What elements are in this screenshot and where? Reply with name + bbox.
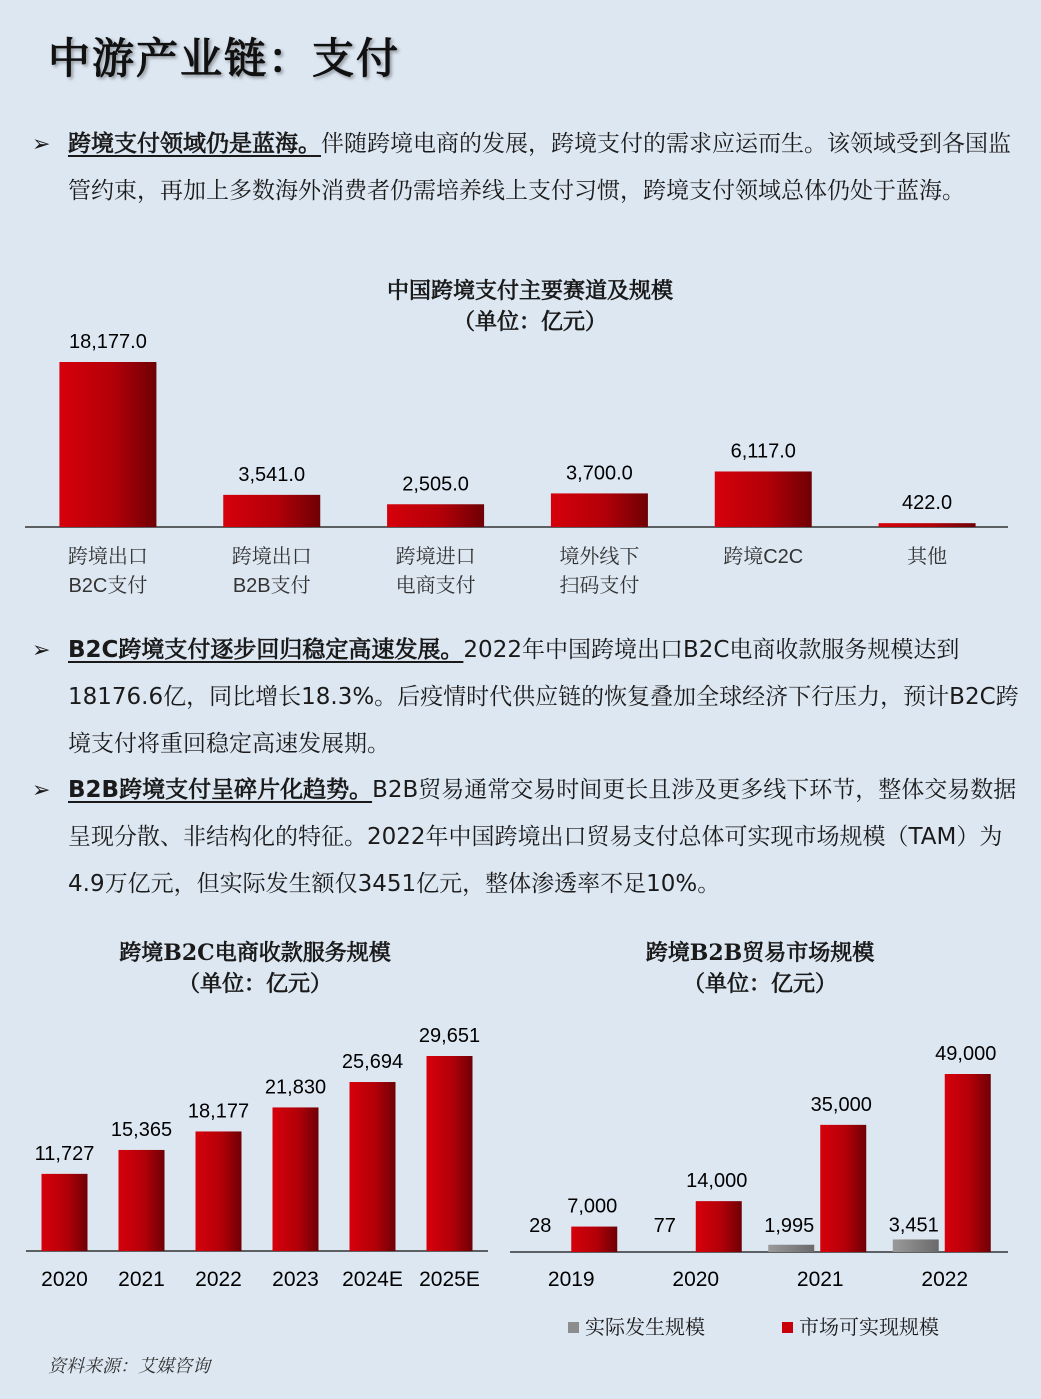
bullet-arrow-icon: ➢ (32, 778, 51, 803)
chart1-category-label: B2B支付 (232, 575, 311, 597)
chart2-bar (42, 1174, 88, 1251)
legend-item-tam (782, 1311, 939, 1340)
chart1-value-label: 2,505.0 (402, 473, 469, 496)
legend-swatch-gray (568, 1322, 579, 1333)
chart2-value-label: 29,651 (418, 1025, 481, 1047)
chart1-bar (551, 493, 648, 527)
legend-item-actual (568, 1311, 705, 1340)
chart3-value-label-actual: 28 (529, 1215, 552, 1237)
paragraph-2 (32, 627, 1022, 768)
chart3-bar-tam (945, 1074, 991, 1252)
chart3-title-block (545, 938, 975, 1000)
chart2-bar (427, 1056, 473, 1251)
paragraph-1-lead: 跨境支付领域仍是蓝海。 (68, 131, 321, 157)
chart1-category-label: 跨境出口 (231, 546, 312, 568)
chart3-subtitle: （单位：亿元） (682, 971, 837, 997)
chart1-title: 中国跨境支付主要赛道及规模 (386, 278, 673, 304)
chart3-value-label-tam: 7,000 (567, 1195, 618, 1218)
chart3-title: 跨境B2B贸易市场规模 (645, 940, 875, 966)
chart2-value-label: 15,365 (110, 1118, 173, 1141)
source-note: 资料来源：艾媒咨询 (48, 1356, 210, 1377)
chart1-value-label: 3,700.0 (566, 462, 633, 485)
chart3-value-label-tam: 35,000 (810, 1093, 872, 1116)
chart2-bar (350, 1082, 396, 1251)
chart3-bar-tam (696, 1201, 742, 1252)
chart3-category-label: 2020 (672, 1268, 720, 1291)
chart1-value-label: 3,541.0 (238, 463, 306, 486)
chart3-category-label: 2019 (547, 1268, 595, 1291)
paragraph-3-lead: B2B跨境支付呈碎片化趋势。 (68, 777, 373, 803)
chart1-value-label: 422.0 (902, 492, 953, 515)
chart1-category-label: 跨境C2C (723, 546, 804, 568)
chart3-bar-actual (768, 1245, 814, 1252)
chart3-value-label-actual: 77 (653, 1215, 676, 1237)
chart3-bar-tam (571, 1227, 617, 1252)
paragraph-1-text: 伴随跨境电商的发展，跨境支付的需求应运而生。该领域受到各国监管约束，再加上多数海外消费者仍需培养线上支付习惯，跨境支付领域总体仍处于蓝海。 (68, 131, 1011, 204)
chart3-category-label: 2022 (921, 1268, 969, 1291)
chart1-bar (59, 362, 156, 527)
chart2-title-block (40, 938, 470, 1000)
chart1-category-label: 其他 (907, 546, 948, 568)
chart3-bar-actual (893, 1239, 939, 1252)
chart2-category-label: 2024E (342, 1268, 403, 1291)
chart2-value-label: 25,694 (341, 1051, 404, 1074)
chart3-value-label-actual: 1,995 (764, 1215, 815, 1237)
chart2-value-label: 18,177 (187, 1100, 250, 1123)
paragraph-2-lead: B2C跨境支付逐步回归稳定高速发展。 (68, 637, 464, 663)
chart1-value-label: 18,177.0 (68, 331, 147, 353)
chart1-value-label: 6,117.0 (730, 440, 796, 463)
chart2-subtitle: （单位：亿元） (177, 971, 332, 997)
legend-label-actual: 实际发生规模 (585, 1315, 705, 1339)
chart1-category-label: 境外线下 (559, 546, 640, 568)
chart2-title: 跨境B2C电商收款服务规模 (119, 940, 391, 966)
chart1-bar (387, 504, 484, 527)
chart1-bar (879, 523, 976, 527)
chart2-value-label: 11,727 (34, 1142, 95, 1165)
chart2-bar (119, 1150, 165, 1251)
chart2-value-label: 21,830 (264, 1076, 327, 1099)
paragraph-3-text: B2B贸易通常交易时间更长且涉及更多线下环节，整体交易数据呈现分散、非结构化的特征。2022年中国跨境出口贸易支付总体可实现市场规模（TAM）为4.9万亿元，但实际发生额仅3451亿元，整体渗透率不足10%。 (68, 777, 1017, 897)
chart2-category-label: 2022 (195, 1268, 242, 1291)
chart3-category-label: 2021 (796, 1268, 844, 1291)
chart1-category-label: 跨境出口 (67, 546, 148, 568)
chart2-category-label: 2020 (41, 1268, 88, 1291)
chart3-value-label-tam: 14,000 (686, 1170, 748, 1193)
chart1-bar (715, 471, 812, 527)
legend-label-tam: 市场可实现规模 (799, 1315, 939, 1339)
chart1-category-label: 电商支付 (395, 575, 476, 597)
bullet-arrow-icon: ➢ (32, 638, 51, 663)
chart1-subtitle: （单位：亿元） (452, 309, 607, 335)
chart2-bar (273, 1107, 319, 1251)
chart2-category-label: 2023 (272, 1268, 319, 1291)
paragraph-3 (32, 767, 1022, 908)
chart3-value-label-actual: 3,451 (888, 1214, 939, 1237)
chart2-bar (196, 1131, 242, 1251)
chart1-bar (223, 495, 320, 527)
chart1-category-label: 跨境进口 (395, 546, 476, 568)
chart3-value-label-tam: 49,000 (935, 1043, 997, 1065)
chart2-category-label: 2025E (419, 1268, 480, 1291)
page-title: 中游产业链：支付 (48, 34, 401, 83)
paragraph-2-text: 2022年中国跨境出口B2C电商收款服务规模达到18176.6亿，同比增长18.3%。后疫情时代供应链的恢复叠加全球经济下行压力，预计B2C跨境支付将重回稳定高速发展期。 (68, 637, 1019, 757)
chart1-category-label: B2C支付 (68, 575, 148, 597)
legend-swatch-red (782, 1322, 793, 1333)
bullet-arrow-icon: ➢ (32, 132, 51, 157)
chart2-category-label: 2021 (118, 1268, 165, 1291)
chart1-category-label: 扫码支付 (559, 575, 640, 597)
chart3-bar-tam (820, 1125, 866, 1252)
